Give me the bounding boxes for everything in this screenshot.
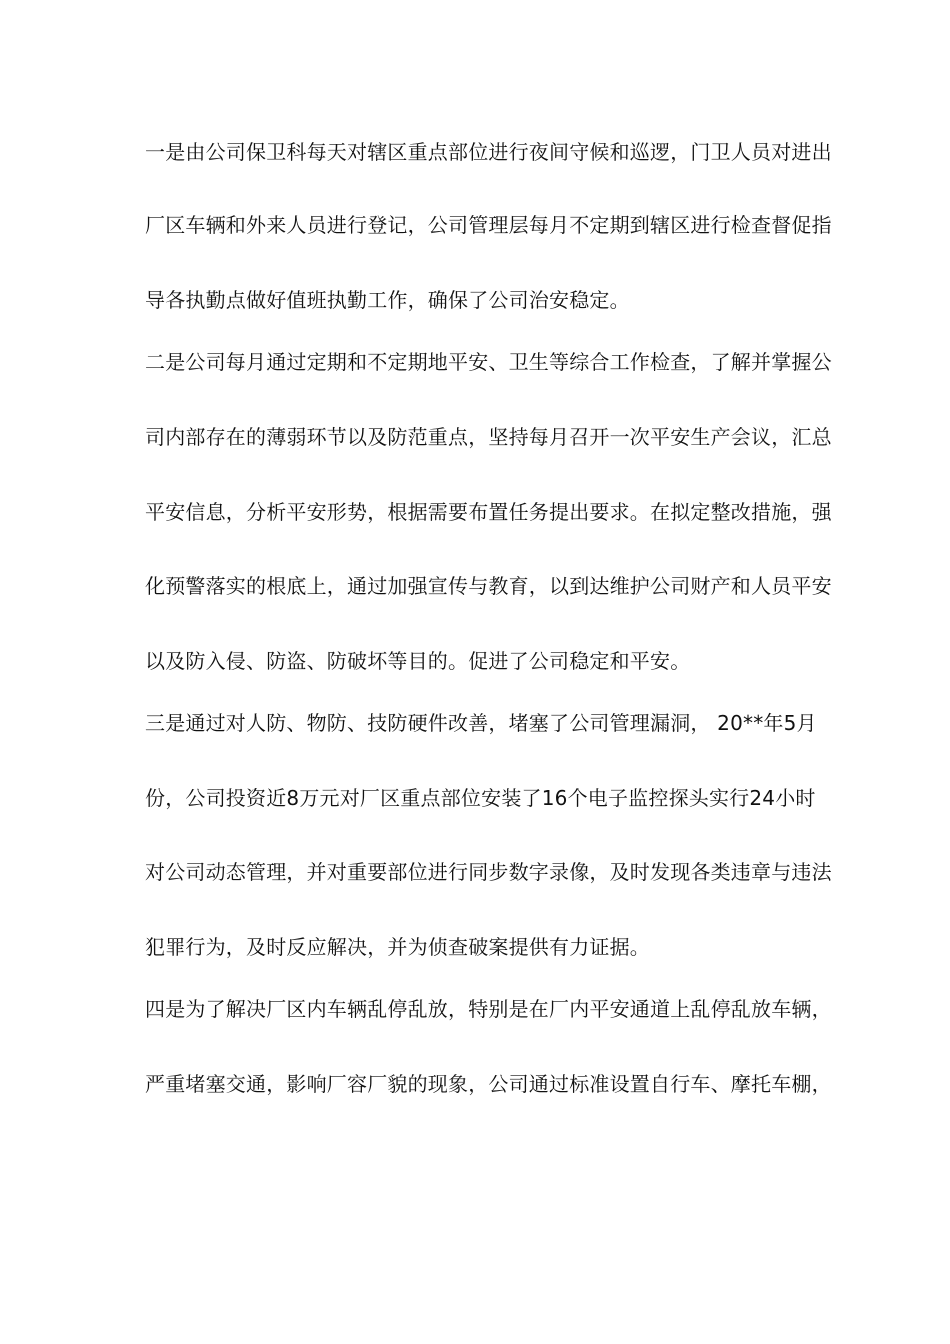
paragraph-line: 三是通过对人防、物防、技防硬件改善，堵塞了公司管理漏洞， 20**年5月 [145, 711, 817, 735]
paragraph-line: 四是为了解决厂区内车辆乱停乱放，特别是在厂内平安通道上乱停乱放车辆， [145, 997, 832, 1021]
paragraph-line: 厂区车辆和外来人员进行登记，公司管理层每月不定期到辖区进行检查督促指 [145, 213, 832, 237]
paragraph-line: 严重堵塞交通，影响厂容厂貌的现象，公司通过标准设置自行车、摩托车棚， [145, 1072, 832, 1096]
paragraph-line: 份，公司投资近8万元对厂区重点部位安装了16个电子监控探头实行24小时 [145, 786, 816, 810]
paragraph-line: 犯罪行为，及时反应解决，并为侦查破案提供有力证据。 [145, 935, 650, 959]
paragraph-line: 一是由公司保卫科每天对辖区重点部位进行夜间守候和巡逻，门卫人员对进出 [145, 140, 832, 164]
paragraph-line: 平安信息，分析平安形势，根据需要布置任务提出要求。在拟定整改措施，强 [145, 500, 832, 524]
paragraph-line: 以及防入侵、防盗、防破坏等目的。促进了公司稳定和平安。 [145, 649, 691, 673]
paragraph-line: 导各执勤点做好值班执勤工作，确保了公司治安稳定。 [145, 288, 630, 312]
paragraph-line: 化预警落实的根底上，通过加强宣传与教育，以到达维护公司财产和人员平安 [145, 574, 832, 598]
paragraph-line: 二是公司每月通过定期和不定期地平安、卫生等综合工作检查，了解并掌握公 [145, 350, 832, 374]
paragraph-line: 司内部存在的薄弱环节以及防范重点，坚持每月召开一次平安生产会议，汇总 [145, 425, 832, 449]
paragraph-line: 对公司动态管理，并对重要部位进行同步数字录像，及时发现各类违章与违法 [145, 860, 832, 884]
